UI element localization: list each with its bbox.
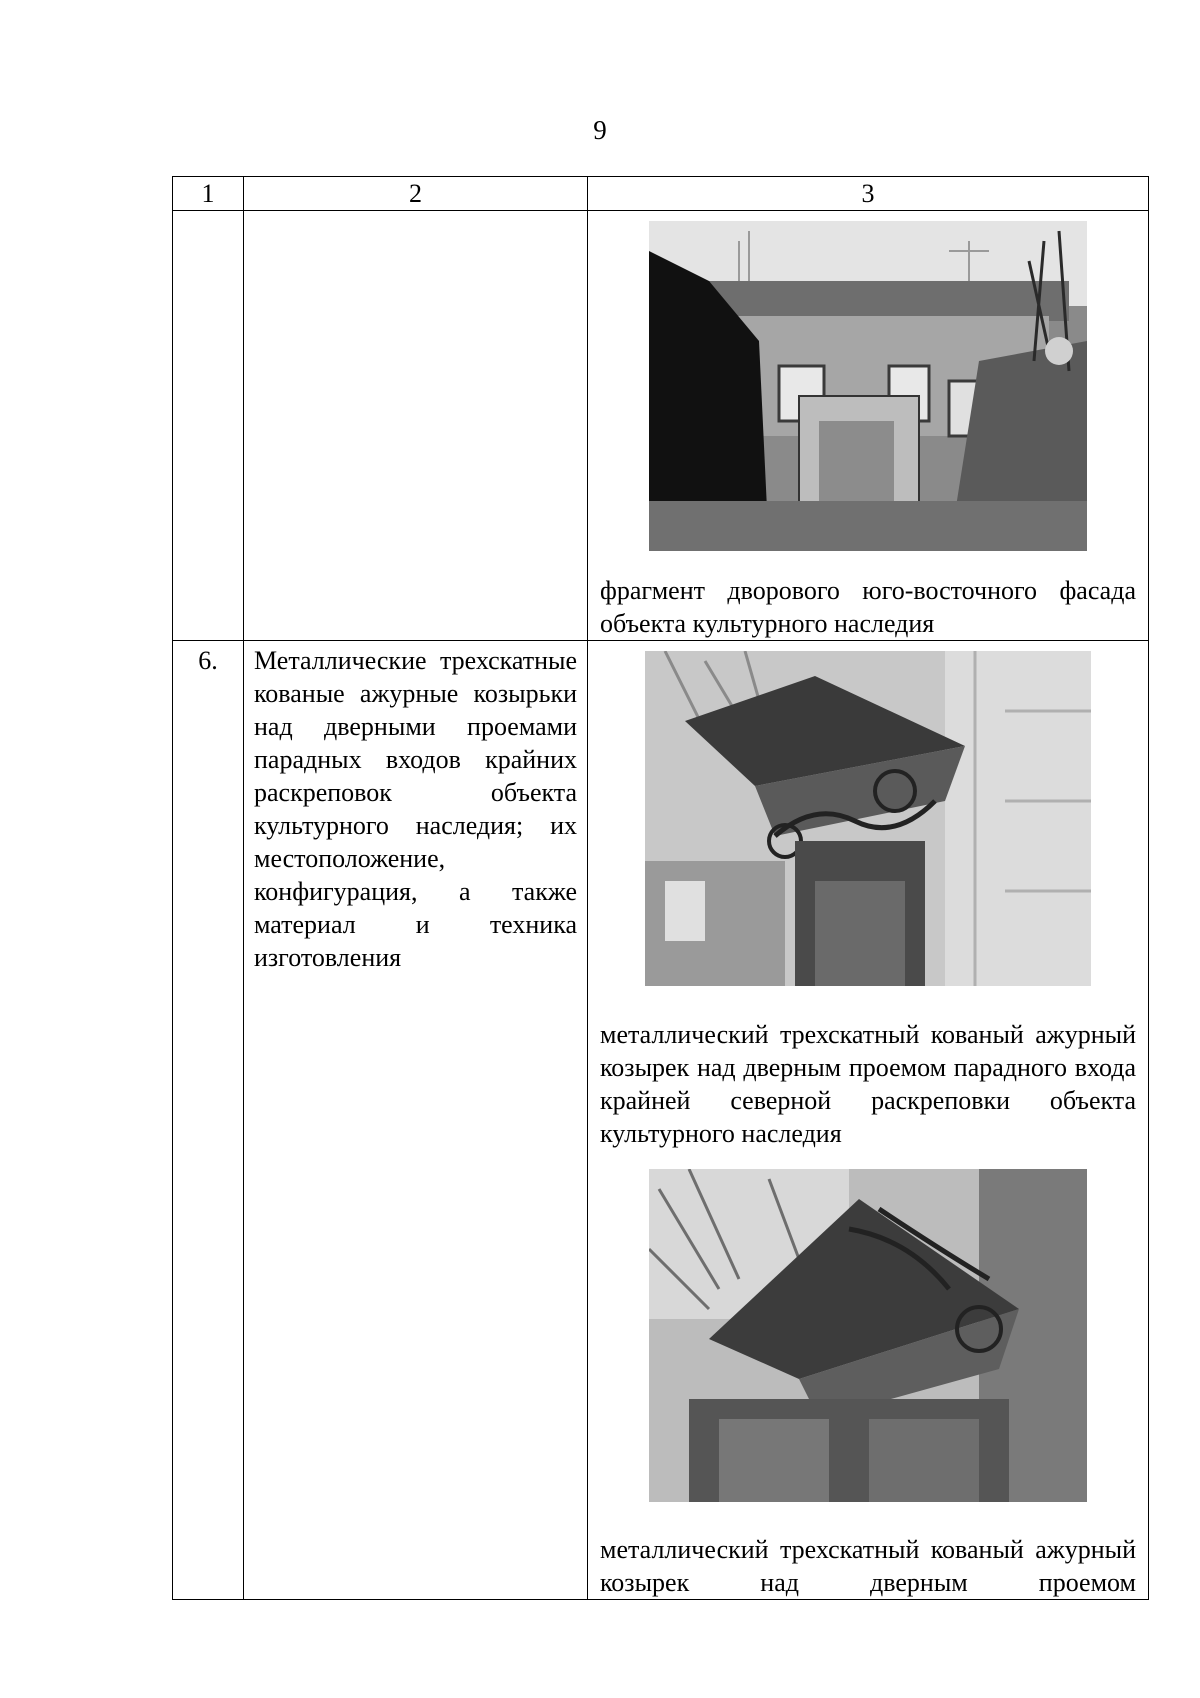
column-header-3: 3 (588, 177, 1149, 211)
table-row-continued (173, 211, 1149, 641)
photo-caption: фрагмент дворового юго-восточного фасада объекта культурного наследия (600, 576, 1136, 638)
page-number: 9 (593, 115, 607, 145)
canopy-second-photo (649, 1169, 1087, 1502)
photo-caption-2: металлический трехскатный кованый ажурный козырек над дверным проемом (600, 1535, 1136, 1597)
column-header-1: 1 (173, 177, 244, 211)
photo-cell (588, 211, 1149, 641)
heritage-elements-table (172, 176, 1149, 1600)
courtyard-facade-photo (649, 221, 1087, 551)
photo-caption-1: металлический трехскатный кованый ажурный козырек над дверным проемом парадного входа крайней северной раскреповки объекта культурного наследия (600, 1020, 1136, 1148)
row-number-cell-empty (173, 211, 244, 641)
photos-cell (588, 641, 1149, 1600)
element-description: Металлические трехскатные кованые ажурные козырьки над дверными проемами парадных входов крайних раскреповок объекта культурного наследия; их местоположение, конфигурация, а также материал и техника изготовления (244, 641, 588, 1600)
canopy-north-photo (645, 651, 1091, 986)
row-number: 6. (173, 641, 244, 1600)
table-header-row (173, 177, 1149, 211)
description-cell-empty (244, 211, 588, 641)
table-row-6 (173, 641, 1149, 1600)
column-header-2: 2 (244, 177, 588, 211)
